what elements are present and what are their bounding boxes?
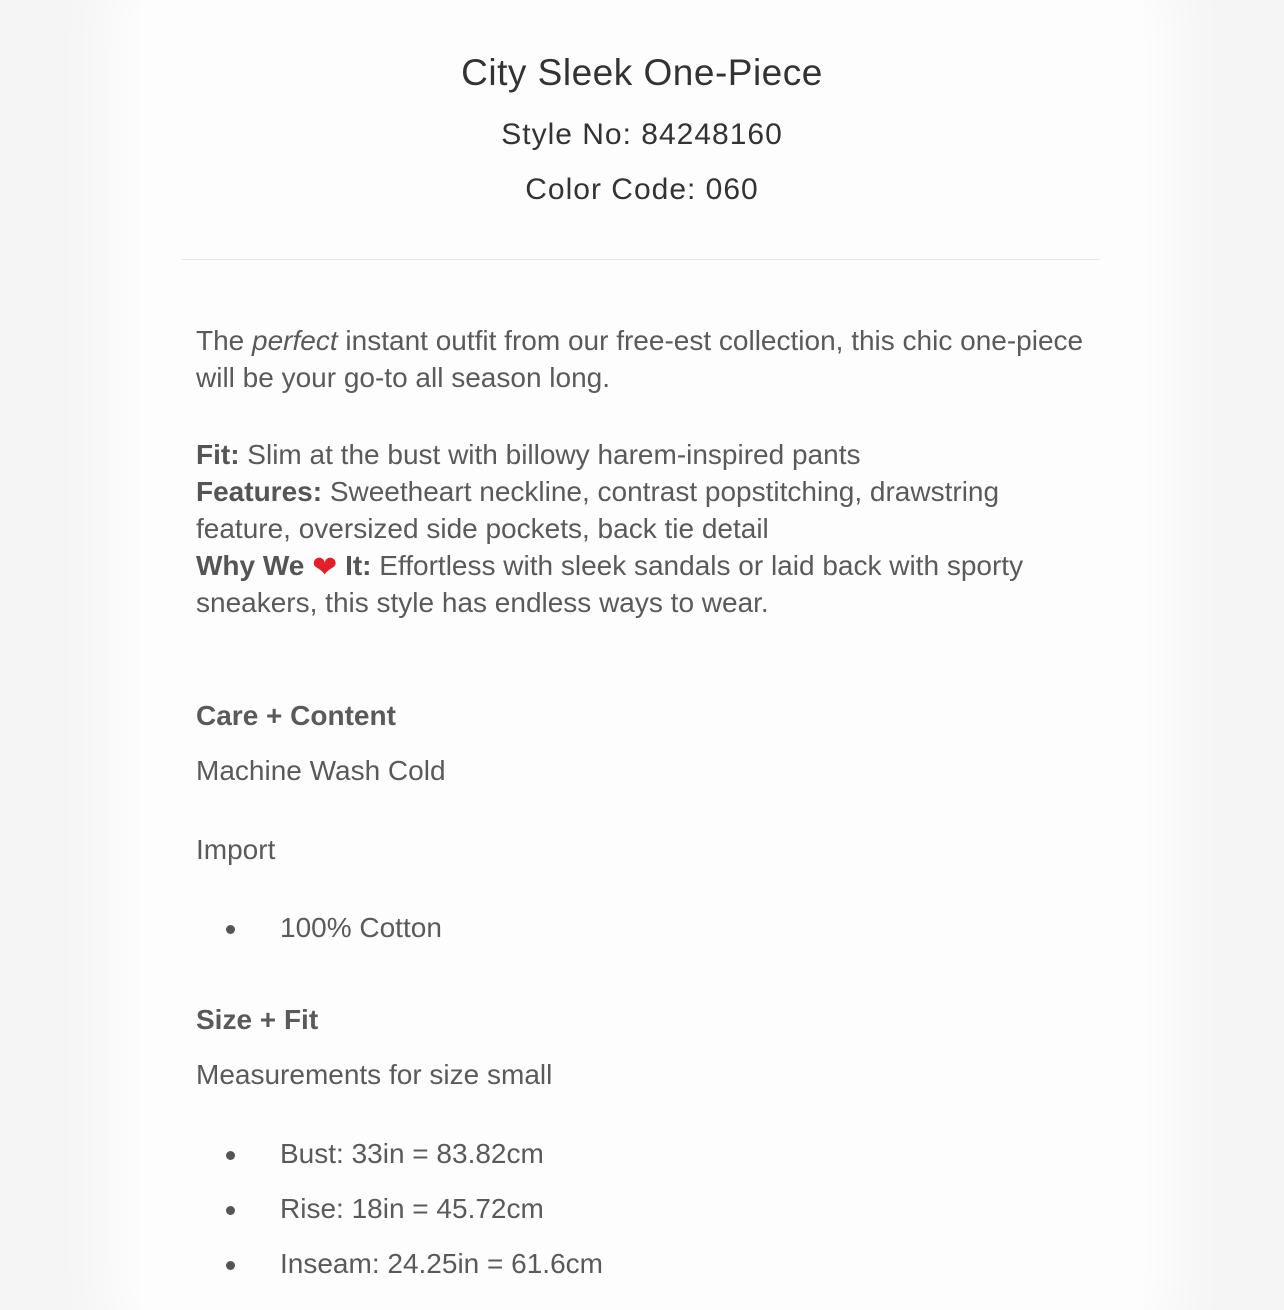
fit-label: Fit: [196,439,240,470]
bullet-icon [226,925,235,934]
fit-text: Slim at the bust with billowy harem-inspired pants [239,439,861,470]
measurement-rise: Rise: 18in = 45.72cm [280,1193,544,1224]
size-fit-heading: Size + Fit [196,1004,319,1035]
description-paragraph [196,322,1096,396]
bullet-icon [226,1261,235,1270]
care-wash: Machine Wash Cold [196,755,446,786]
product-card [140,0,1144,1310]
features-text: Sweetheart neckline, contrast popstitching, drawstring feature, oversized side pockets, back tie detail [196,476,1000,544]
description-emphasis: perfect [252,325,338,356]
fit-line [196,436,1096,473]
bullet-icon [226,1151,235,1160]
color-code: Color Code: 060 [525,173,759,206]
why-label [196,550,372,584]
style-number: Style No: 84248160 [501,118,783,151]
description-text-post: instant outfit from our free-est collection, this chic one-piece will be your go-to all season long. [196,325,1084,393]
why-label-pre: Why We [196,550,313,581]
care-origin: Import [196,834,276,865]
size-fit-intro: Measurements for size small [196,1059,553,1090]
description-text-pre: The [196,325,253,356]
heart-icon: ❤ [312,551,338,584]
measurement-inseam: Inseam: 24.25in = 61.6cm [280,1248,603,1279]
why-text: Effortless with sleek sandals or laid back with sporty sneakers, this style has endless ways to wear. [196,550,1024,618]
why-label-post: It: [337,550,372,581]
header-divider [182,259,1100,260]
content-item: 100% Cotton [280,912,442,943]
product-title: City Sleek One-Piece [461,52,823,93]
measurement-bust: Bust: 33in = 83.82cm [280,1138,544,1169]
features-line [196,473,1096,547]
product-description [196,322,1096,621]
why-line [196,547,1096,621]
care-heading: Care + Content [196,700,396,731]
features-label: Features: [196,476,323,507]
bullet-icon [226,1206,235,1215]
